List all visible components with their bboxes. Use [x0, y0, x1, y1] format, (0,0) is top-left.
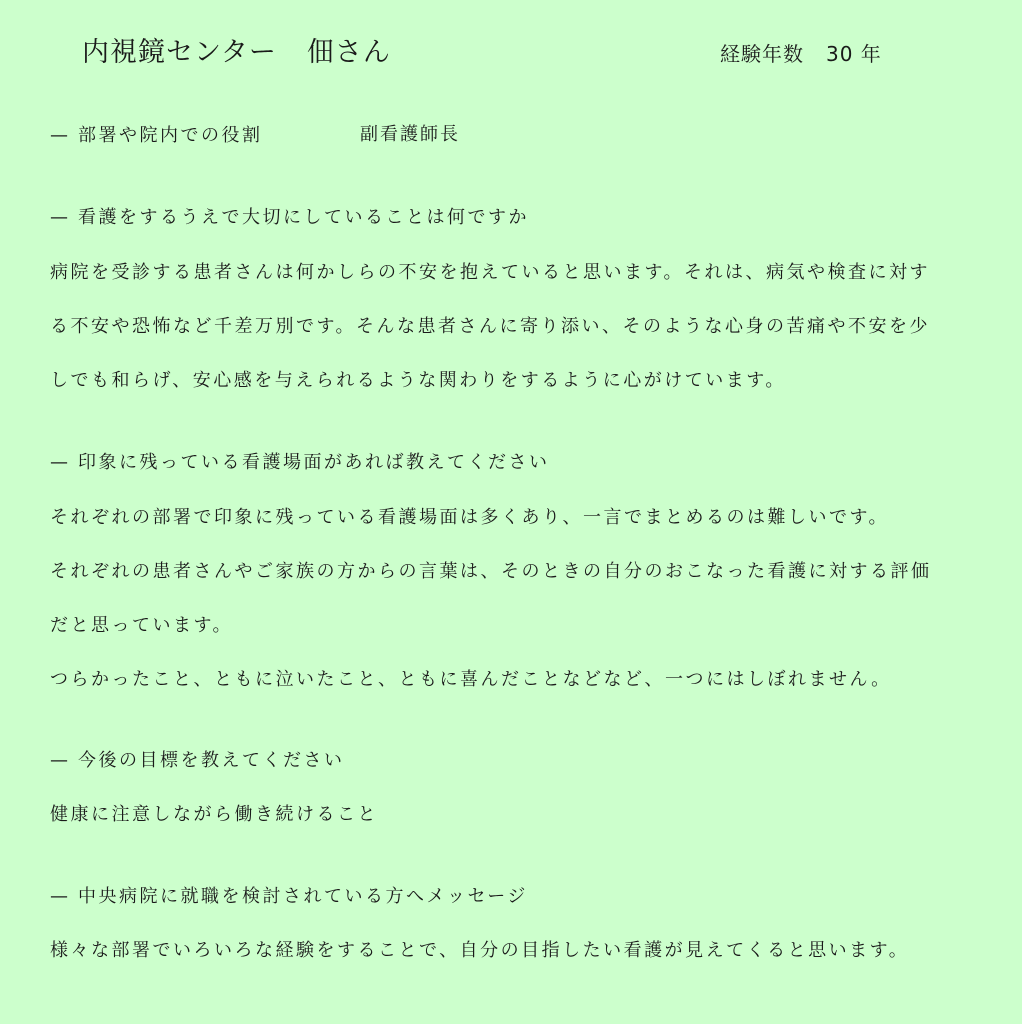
staff-name: 佃さん — [306, 37, 391, 68]
answer-line: それぞれの部署で印象に残っている看護場面は多くあり、一言でまとめるのは難しいです。 — [50, 507, 890, 528]
section-question: — 中央病院に就職を検討されている方へメッセージ — [50, 886, 528, 907]
experience-label: 経験年数 — [720, 42, 804, 66]
answer-line: 病院を受診する患者さんは何かしらの不安を抱えていると思います。それは、病気や検査に対す — [50, 262, 931, 283]
department-name: 内視鏡センター — [82, 37, 277, 68]
answer-line: 健康に注意しながら働き続けること — [50, 804, 378, 825]
answer-line: それぞれの患者さんやご家族の方からの言葉は、そのときの自分のおこなった看護に対する評価 — [50, 561, 932, 582]
role-question: — 部署や院内での役割 — [50, 125, 263, 146]
answer-line: つらかったこと、ともに泣いたこと、ともに喜んだことなどなど、一つにはしぼれません。 — [50, 669, 892, 690]
answer-line: だと思っています。 — [50, 615, 234, 636]
answer-line: る不安や恐怖など千差万別です。そんな患者さんに寄り添い、そのような心身の苦痛や不安を少 — [50, 316, 931, 337]
experience-years — [720, 38, 882, 67]
answer-line: 様々な部署でいろいろな経験をすることで、自分の目指したい看護が見えてくると思います。 — [50, 940, 910, 961]
role-question-text: 部署や院内での役割 — [78, 125, 263, 146]
role-answer: 副看護師長 — [360, 124, 460, 145]
section-question-text: 看護をするうえで大切にしていることは何ですか — [78, 207, 529, 228]
section-question-text: 今後の目標を教えてください — [78, 750, 345, 771]
section-question: — 看護をするうえで大切にしていることは何ですか — [50, 207, 529, 228]
section-question-text: 印象に残っている看護場面があれば教えてください — [78, 452, 550, 473]
answer-line: しでも和らげ、安心感を与えられるような関わりをするように心がけています。 — [50, 370, 786, 391]
section-question-text: 中央病院に就職を検討されている方へメッセージ — [78, 886, 528, 907]
section-question: — 今後の目標を教えてください — [50, 750, 345, 771]
page-title — [82, 30, 391, 69]
experience-value: 30 年 — [826, 42, 882, 66]
section-question: — 印象に残っている看護場面があれば教えてください — [50, 452, 550, 473]
